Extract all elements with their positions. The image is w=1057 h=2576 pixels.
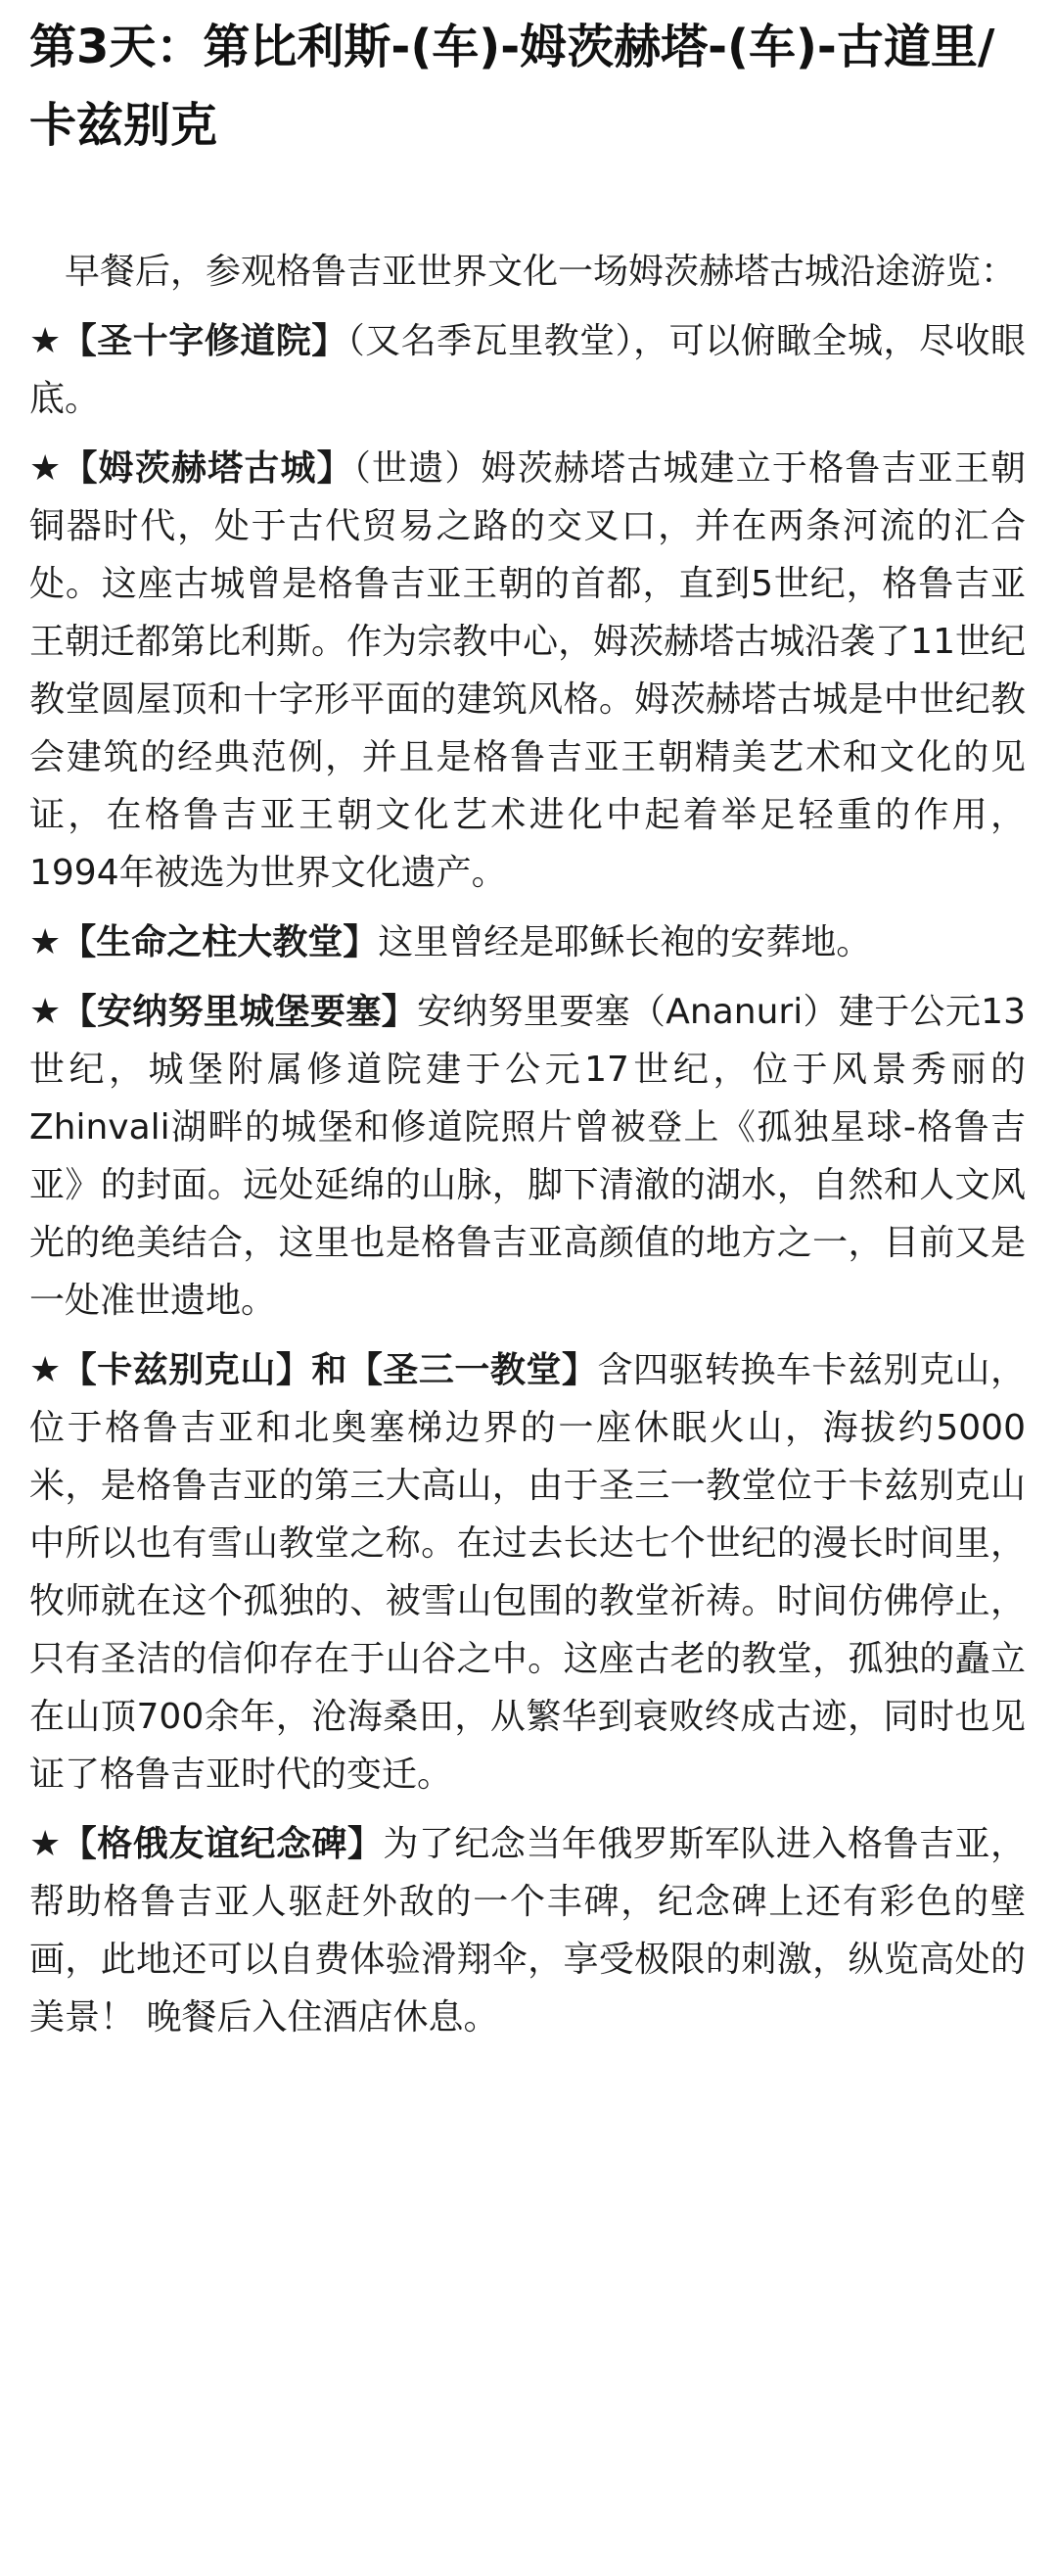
section-kazbek [29,1341,1026,1803]
star-icon: ★ [29,1824,62,1864]
section-name: 【生命之柱大教堂】 [61,922,379,962]
section-name: 【格俄友谊纪念碑】 [61,1824,384,1864]
section-text: 含四驱转换车卡兹别克山，位于格鲁吉亚和北奥塞梯边界的一座休眠火山，海拔约5000米，是格鲁吉亚的第三大高山，由于圣三一教堂位于卡兹别克山中所以也有雪山教堂之称。在过去长达七个世纪的漫长时间里，牧师就在这个孤独的、被雪山包围的教堂祈祷。时间仿佛停止，只有圣洁的信仰存在于山谷之中。这座古老的教堂，孤独的矗立在山顶700余年，沧海桑田，从繁华到衰败终成古迹，同时也见证了格鲁吉亚时代的变迁。 [29,1350,1026,1795]
section-text: 安纳努里要塞（Ananuri）建于公元13世纪，城堡附属修道院建于公元17世纪，位于风景秀丽的Zhinvali湖畔的城堡和修道院照片曾被登上《孤独星球-格鲁吉亚》的封面。远处延绵的山脉，脚下清澈的湖水，自然和人文风光的绝美结合，这里也是格鲁吉亚高颜值的地方之一，目前又是一处准世遗地。 [29,992,1026,1321]
section-mtskheta [29,440,1026,902]
star-icon: ★ [29,321,62,361]
section-cross-monastery [29,312,1026,428]
star-icon: ★ [29,922,62,962]
section-text: （世遗）姆茨赫塔古城建立于格鲁吉亚王朝铜器时代，处于古代贸易之路的交叉口，并在两条河流的汇合处。这座古城曾是格鲁吉亚王朝的首都，直到5世纪，格鲁吉亚王朝迁都第比利斯。作为宗教中心，姆茨赫塔古城沿袭了11世纪教堂圆屋顶和十字形平面的建筑风格。姆茨赫塔古城是中世纪教会建筑的经典范例，并且是格鲁吉亚王朝精美艺术和文化的见证，在格鲁吉亚王朝文化艺术进化中起着举足轻重的作用，1994年被选为世界文化遗产。 [29,448,1026,893]
star-icon: ★ [29,1350,62,1390]
star-icon: ★ [29,992,62,1032]
star-icon: ★ [29,448,63,489]
section-name: 【圣十字修道院】 [61,321,347,361]
section-ananuri [29,983,1026,1330]
section-name: 【安纳努里城堡要塞】 [61,992,417,1032]
itinerary-body [29,243,1026,2046]
section-text: 这里曾经是耶稣长袍的安葬地。 [378,922,872,962]
section-svetitskhoveli [29,913,1026,971]
intro-paragraph: 早餐后，参观格鲁吉亚世界文化一场姆茨赫塔古城沿途游览： [65,252,1017,292]
section-name: 【姆茨赫塔古城】 [62,448,353,489]
section-text: （又名季瓦里教堂），可以俯瞰全城，尽收眼底。 [29,321,1026,419]
section-text: 为了纪念当年俄罗斯军队进入格鲁吉亚，帮助格鲁吉亚人驱赶外敌的一个丰碑，纪念碑上还有彩色的壁画，此地还可以自费体验滑翔伞，享受极限的刺激，纵览高处的美景！ 晚餐后入住酒店休息。 [29,1824,1026,2037]
section-name: 【卡兹别克山】和【圣三一教堂】 [61,1350,598,1390]
section-friendship-monument [29,1815,1026,2046]
day-title: 第3天：第比利斯-(车)-姆茨赫塔-(车)-古道里/卡兹别克 [29,20,995,153]
